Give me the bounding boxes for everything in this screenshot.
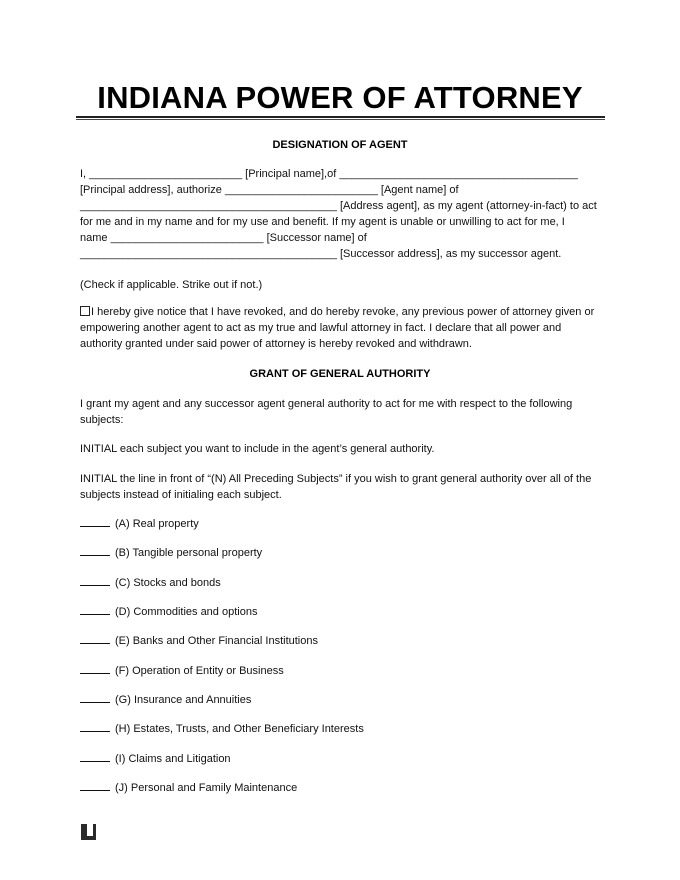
subject-label-d: (D) Commodities and options [115,606,258,618]
subject-item-f [80,664,284,677]
designation-line-2: [Principal address], authorize _________________________ [Agent name] of [80,184,459,196]
designation-line-5: name _________________________ [Successor name] of [80,232,367,244]
subject-label-f: (F) Operation of Entity or Business [115,665,284,677]
grant-heading: GRANT OF GENERAL AUTHORITY [249,368,431,380]
initial-blank-d[interactable] [80,605,110,615]
initial-all-line-1: INITIAL the line in front of “(N) All Preceding Subjects” if you wish to grant general authority over all of the [80,473,592,485]
subject-label-j: (J) Personal and Family Maintenance [115,782,298,794]
designation-heading: DESIGNATION OF AGENT [272,139,408,151]
subject-label-a: (A) Real property [115,518,199,530]
initial-blank-g[interactable] [80,693,110,703]
grant-intro-paragraph [80,396,605,428]
check-note: (Check if applicable. Strike out if not.) [80,279,263,291]
initial-each-instruction: INITIAL each subject you want to include in the agent’s general authority. [80,443,435,455]
grant-intro-line-1: I grant my agent and any successor agent general authority to act for me with respect to the following [80,398,573,410]
subject-label-i: (I) Claims and Litigation [115,753,231,765]
title-double-rule [76,116,605,121]
initial-blank-e[interactable] [80,634,110,644]
initial-blank-f[interactable] [80,664,110,674]
subject-label-b: (B) Tangible personal property [115,547,263,559]
revocation-line-1: I hereby give notice that I have revoked, and do hereby revoke, any previous power of attorney given or [91,306,595,318]
initial-all-paragraph [80,471,605,503]
subject-label-h: (H) Estates, Trusts, and Other Beneficiary Interests [115,723,364,735]
rule-line-top [76,116,605,118]
initial-blank-c[interactable] [80,576,110,586]
subject-item-b [80,546,262,559]
revocation-paragraph [80,304,605,352]
designation-line-6: __________________________________________ [Successor address], as my successor agent. [80,248,562,260]
subject-item-e [80,634,318,647]
subject-item-i [80,752,231,765]
subject-item-j [80,781,297,794]
subject-label-e: (E) Banks and Other Financial Institutions [115,635,318,647]
designation-line-4: for me and in my name and for my use and benefit. If my agent is unable or unwilling to act for me, I [80,216,565,228]
document-brand-logo-icon [81,824,97,840]
initial-blank-j[interactable] [80,781,110,791]
subject-label-c: (C) Stocks and bonds [115,577,221,589]
logo-notch [87,824,93,836]
subject-item-h [80,722,364,735]
subject-item-d [80,605,257,618]
subject-item-a [80,517,199,530]
subject-label-g: (G) Insurance and Annuities [115,694,252,706]
rule-line-bottom [76,119,605,120]
designation-paragraph [80,166,605,262]
revocation-checkbox[interactable] [80,306,90,316]
initial-blank-i[interactable] [80,752,110,762]
designation-line-3: __________________________________________ [Address agent], as my agent (attorney-in-fact) to act [80,200,597,212]
revocation-line-3: authority granted under said power of attorney is hereby revoked and withdrawn. [80,338,472,350]
initial-all-line-2: subjects instead of initialing each subject. [80,489,282,501]
subject-item-c [80,576,221,589]
designation-line-1: I, _________________________ [Principal name],of _______________________________________ [80,168,578,180]
initial-blank-a[interactable] [80,517,110,527]
grant-intro-line-2: subjects: [80,414,124,426]
revocation-line-2: empowering another agent to act as my true and lawful attorney in fact. I declare that all power and [80,322,562,334]
document-title: INDIANA POWER OF ATTORNEY [97,80,583,115]
initial-blank-b[interactable] [80,546,110,556]
revocation-line-1-wrap [80,304,605,320]
subject-item-g [80,693,251,706]
initial-blank-h[interactable] [80,722,110,732]
